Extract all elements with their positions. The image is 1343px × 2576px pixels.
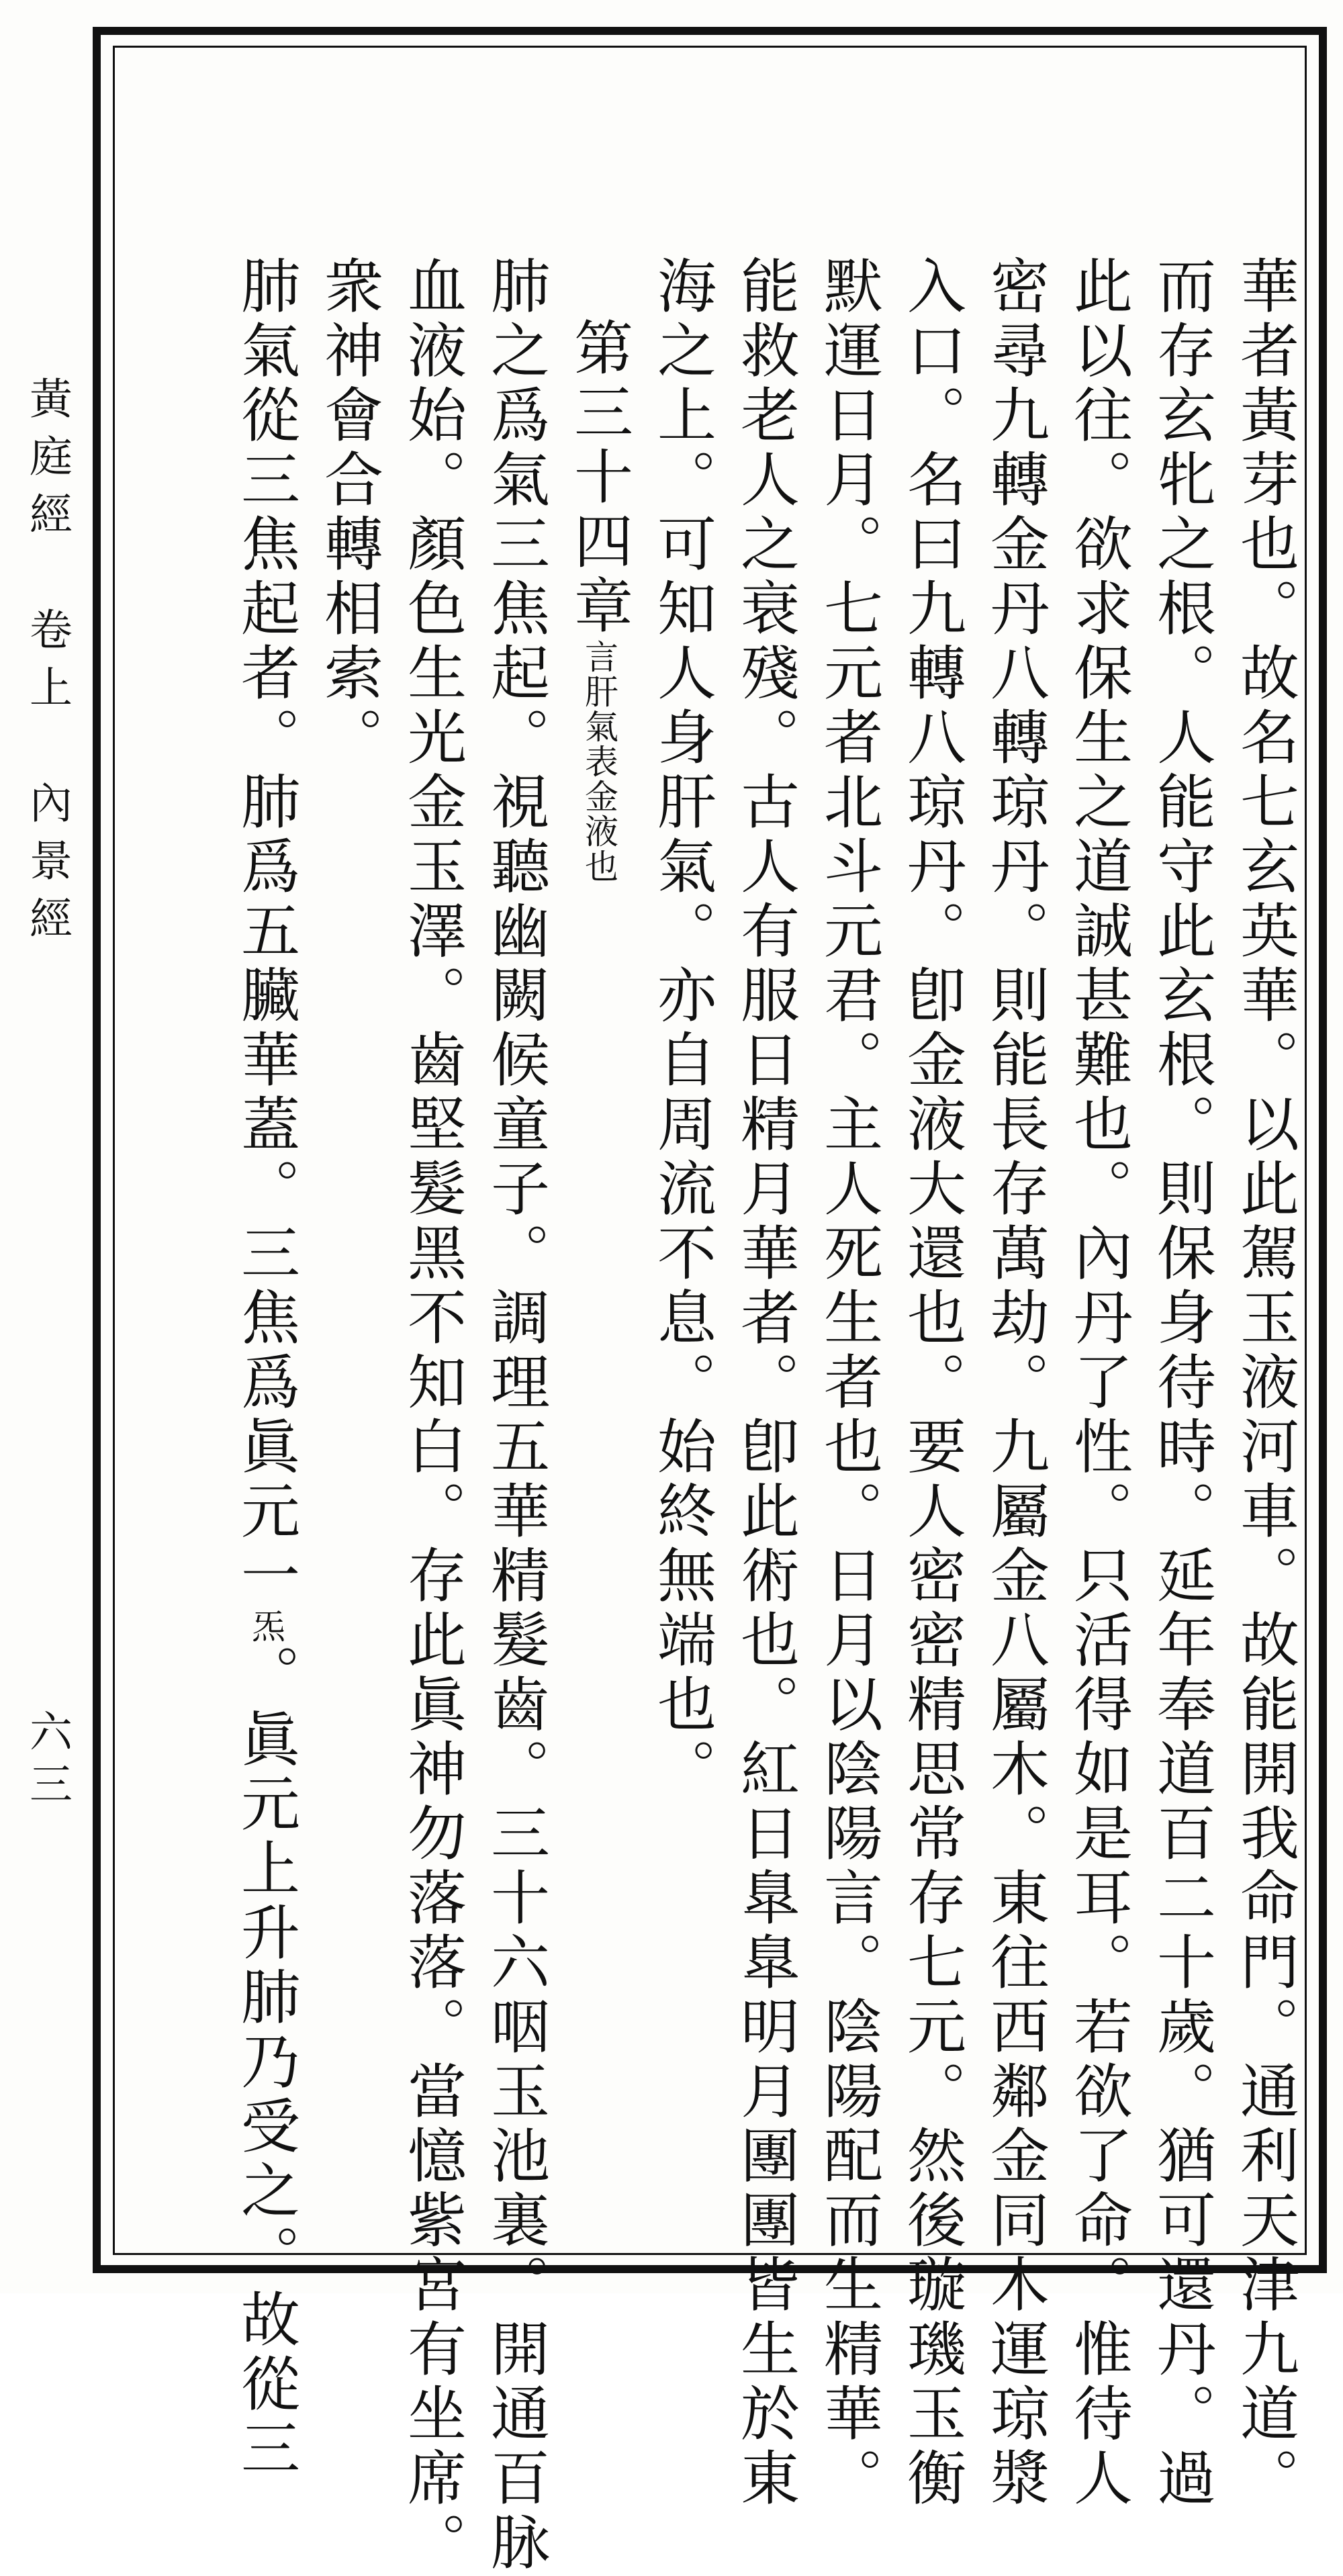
chapter-heading-column xyxy=(565,317,634,884)
text-column-1: 華者黃芽也。故名七玄英華。以此駕玉液河車。故能開我命門。通利天津九道。 xyxy=(1231,255,1300,2512)
text-column-12-part-a: 肺氣從三焦起者。肺爲五臟華蓋。三焦爲眞元一 xyxy=(232,255,301,1609)
page-number: 六三 xyxy=(22,1709,72,1814)
chapter-note: 言肝氣表金液也 xyxy=(580,639,618,884)
text-column-5: 入口。名曰九轉八琼丹。卽金液大還也。要人密密精思常存七元。然後璇璣玉衡 xyxy=(898,255,967,2512)
text-column-11: 衆神會合轉相索。 xyxy=(315,255,384,771)
inline-note: 炁 xyxy=(246,1609,285,1644)
chapter-heading: 第三十四章 xyxy=(565,317,634,639)
text-column-12-part-b: 。眞元上升肺乃受之。故從三 xyxy=(232,1644,301,2482)
running-title: 黃庭經 卷上 內景經 xyxy=(22,376,72,954)
text-column-3: 此以往。欲求保生之道誠甚難也。內丹了性。只活得如是耳。若欲了命。惟待人 xyxy=(1064,255,1133,2512)
text-column-10: 血液始。顏色生光金玉澤。齒堅髮黑不知白。存此眞神勿落落。當憶紫宮有坐席。 xyxy=(398,255,467,2576)
text-column-2: 而存玄牝之根。人能守此玄根。則保身待時。延年奉道百二十歲。猶可還丹。過 xyxy=(1148,255,1217,2512)
text-column-6: 默運日月。七元者北斗元君。主人死生者也。日月以陰陽言。陰陽配而生精華。 xyxy=(815,255,884,2512)
text-column-4: 密尋九轉金丹八轉琼丹。則能長存萬劫。九屬金八屬木。東往西鄰金同木運琼漿 xyxy=(981,255,1050,2512)
text-column-9: 肺之爲氣三焦起。視聽幽闕候童子。調理五華精髮齒。三十六咽玉池裏。開通百脉 xyxy=(481,255,551,2576)
text-column-8: 海之上。可知人身肝氣。亦自周流不息。始終無端也。 xyxy=(648,255,717,1802)
text-column-7: 能救老人之衰殘。古人有服日精月華者。卽此術也。紅日臯臯明月團團皆生於東 xyxy=(731,255,800,2512)
text-column-12 xyxy=(232,255,301,2482)
